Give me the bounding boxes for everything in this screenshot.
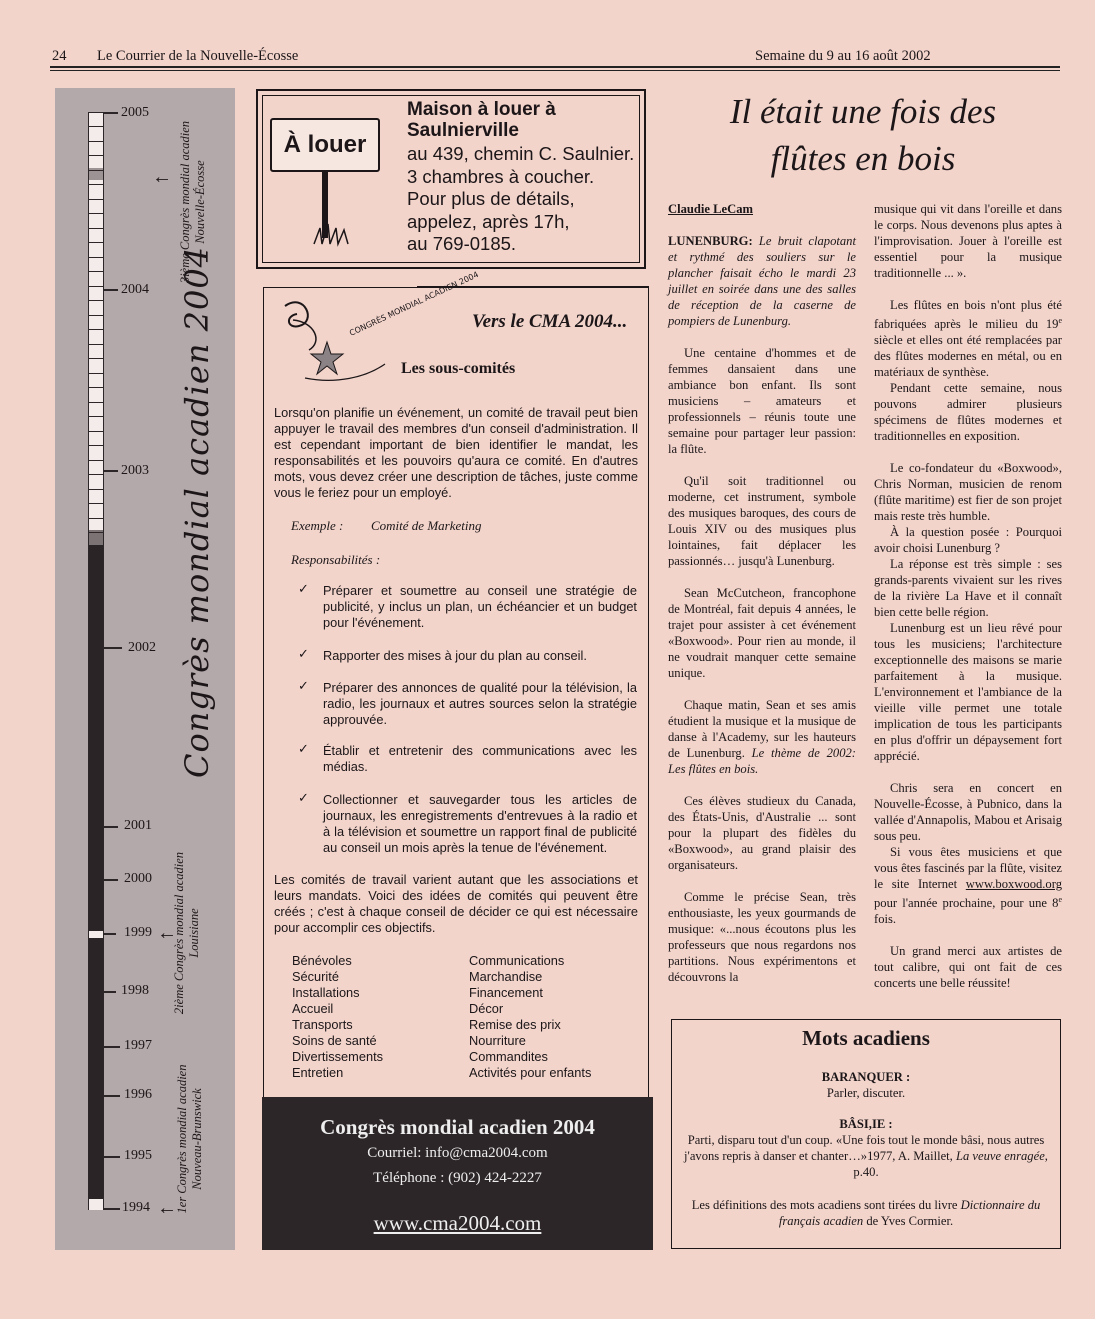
tick-2003 xyxy=(104,470,118,472)
footer-title: Congrès mondial acadien 2004 xyxy=(320,1115,595,1139)
arrow-left-icon: ← xyxy=(157,922,177,944)
list-item: Décor xyxy=(469,1001,504,1016)
tick-1999 xyxy=(104,933,116,935)
timeline-segment-line xyxy=(89,503,103,504)
tick-1998 xyxy=(104,991,116,993)
year-label: 1997 xyxy=(124,1038,152,1053)
timeline-segment-line xyxy=(89,387,103,388)
year-label: 1998 xyxy=(121,983,149,998)
ad-details: au 439, chemin C. Saulnier. 3 chambres à coucher. Pour plus de détails, appelez, après 17h, au 769-0185. xyxy=(407,143,635,254)
mots-source: Les définitions des mots acadiens sont tirées du livre Dictionnaire du français acadien de Yves Cormier. xyxy=(691,1198,1041,1228)
timeline-segment-line xyxy=(89,213,103,214)
timeline-1994-marker xyxy=(89,1203,103,1210)
checkmark-icon: ✓ xyxy=(298,582,309,597)
cma-website-link[interactable]: www.cma2004.com xyxy=(373,1211,542,1235)
cma-closing: Les comités de travail varient autant que les associations et leurs mandats. Voici des idées de comités qui peuvent être créés ; c'est à chaque conseil de décider ce qui est nécessaire pour accomplir ces objectifs. xyxy=(274,872,638,935)
tick-1997 xyxy=(104,1046,120,1048)
tick-1994 xyxy=(104,1208,120,1210)
footer-phone: Téléphone : (902) 424-2227 xyxy=(373,1170,542,1186)
timeline-segment-line xyxy=(89,460,103,461)
ad-title: Maison à louer à Saulnierville xyxy=(407,99,556,141)
timeline-segment-line xyxy=(89,257,103,258)
timeline-segment-line xyxy=(89,402,103,403)
timeline-segment-line xyxy=(89,286,103,287)
word-2: BÂSI,IE : xyxy=(839,1117,893,1131)
list-item: Sécurité xyxy=(292,969,339,984)
third-congress-label: 3ième Congrès mondial acadien Nouvelle-Écosse xyxy=(178,120,207,284)
timeline-segment-line xyxy=(89,358,103,359)
list-item: Nourriture xyxy=(469,1033,526,1048)
year-label: 1995 xyxy=(124,1148,152,1163)
year-label: 2003 xyxy=(121,463,149,478)
tick-2004 xyxy=(104,289,118,291)
first-congress-label: 1er Congrès mondial acadien Nouveau-Brunswick xyxy=(175,1064,204,1214)
list-item: Communications xyxy=(469,953,565,968)
responsibility-item: Collectionner et sauvegarder tous les articles de journaux, les enregistrements d'entrevues à la radio et à la télévision et soumettre un rapport final de publicité au conseil un mois après la tenue de l'événement. xyxy=(323,792,637,855)
list-item: Entretien xyxy=(292,1065,344,1080)
example-label: Exemple : xyxy=(291,518,344,533)
year-label: 2000 xyxy=(124,871,152,886)
list-item: Remise des prix xyxy=(469,1017,561,1032)
year-label: 2004 xyxy=(121,282,149,297)
list-item: Accueil xyxy=(292,1001,334,1016)
timeline-segment-line xyxy=(89,184,103,185)
timeline-progress-fill xyxy=(89,545,103,1199)
tick-2001 xyxy=(104,826,118,828)
year-label: 2001 xyxy=(124,818,152,833)
article-lead: LUNENBURG: Le bruit clapotant et rythmé des souliers sur le plancher faisait écho le mardi 23 juillet en soirée dans une des salles de réception de la caserne de pompiers de Lunenburg. xyxy=(668,234,856,328)
timeline-segment-line xyxy=(89,373,103,374)
list-item: Activités pour enfants xyxy=(469,1065,592,1080)
timeline-segment-line xyxy=(89,126,103,127)
timeline-segment-line xyxy=(89,141,103,142)
responsibility-item: Préparer des annonces de qualité pour la télévision, la radio, les journaux et autres sources selon la stratégie approuvée. xyxy=(323,680,637,727)
timeline-segment-line xyxy=(89,518,103,519)
timeline-segment-line xyxy=(89,271,103,272)
timeline-segment-line xyxy=(89,300,103,301)
tick-2005 xyxy=(104,112,118,114)
timeline-segment-line xyxy=(89,329,103,330)
timeline-segment-line xyxy=(89,431,103,432)
article-column-2: musique qui vit dans l'oreille et dans le corps. Nous devenons plus aptes à l'improvisation. Jouer à l'oreille est essentiel pour la musique traditionnelle ... ». Les flûtes en bois n'ont plus été fabriquées après le milieu du 19e siècle et elles ont été remplacées par des flûtes modernes en métal, ou en matériaux de synthèse. Pendant cette semaine, nous pouvons admirer plusieurs spécimens de flûtes modernes et traditionnelles en exposition. Le co-fondateur du «Boxwood», Chris Norman, musicien de renom (flûte maritime) est fier de son projet mais reste très humble. À la question posée : Pourquoi avoir choisi Lunenburg ? La réponse est très simple : ses grands-parents vivaient sur les rives de la rivière La Have et il connaît bien cette belle région. Lunenburg est un lieu rêvé pour tous les musiciens; l'architecture exceptionnelle des maisons se marie parfaitement à la musique. L'environnement et l'ambiance de la vieille ville permet une totale implication de tous les participants en plus d'offrir un dépaysement fort apprécié. Chris sera en concert en Nouvelle-Écosse, à Pubnico, dans la vallée d'Annapolis, Mabou et Arisaig sous peu. Si vous êtes musiciens et que vous êtes fascinés par la flûte, visitez le site Internet www.boxwood.org pour l'année prochaine, pour une 8e fois. Un grand merci aux artistes de tout calibre, qui ont fait de ces concerts une belle réussite! xyxy=(874,202,1062,991)
timeline-segment-line xyxy=(89,344,103,345)
committees-right-list xyxy=(469,953,591,1081)
responsibility-item: Préparer et soumettre au conseil une stratégie de publicité, y inclus un plan, un échéancier et un budget pour l'événement. xyxy=(323,583,637,630)
year-label: 2002 xyxy=(128,640,156,655)
timeline-segment-line xyxy=(89,315,103,316)
year-label: 2005 xyxy=(121,105,149,120)
year-label: 1994 xyxy=(122,1200,150,1215)
cma-2004-vertical-title: Congrès mondial acadien 2004 xyxy=(178,245,216,778)
timeline-segment-line xyxy=(89,242,103,243)
timeline-1999-marker xyxy=(89,931,103,938)
responsibilities-label: Responsabilités : xyxy=(291,552,381,567)
article-title: Il était une fois des flûtes en bois xyxy=(729,92,997,178)
checkmark-icon: ✓ xyxy=(298,647,309,662)
list-item: Financement xyxy=(469,985,543,1000)
list-item: Installations xyxy=(292,985,360,1000)
example-value: Comité de Marketing xyxy=(371,518,482,533)
checkmark-icon: ✓ xyxy=(298,742,309,757)
tick-1996 xyxy=(104,1095,120,1097)
tick-2000 xyxy=(104,879,118,881)
list-item: Soins de santé xyxy=(292,1033,377,1048)
tick-1995 xyxy=(104,1156,120,1158)
cma-subtitle: Les sous-comités xyxy=(401,360,516,377)
checkmark-icon: ✓ xyxy=(298,679,309,694)
header-rule xyxy=(50,66,1060,68)
timeline-segment-line xyxy=(89,474,103,475)
year-label: 1999 xyxy=(124,925,152,940)
word-1: BARANQUER : xyxy=(821,1070,911,1084)
article-column-1: Claudie LeCam LUNENBURG: Le bruit clapotant et rythmé des souliers sur le plancher faisait écho le mardi 23 juillet en soirée dans une des salles de réception de la caserne de pompiers de Lunenburg. Une centaine d'hommes et de femmes dansaient dans une ambiance bon enfant. Ils sont musiciens – amateurs et professionnels – réunis toute une semaine pour partager leur passion: la flûte. Qu'il soit traditionnel ou moderne, cet instrument, symbole des musiques baroques, des cours de Louis XIV ou des musiques plus lointaines, fait déplacer les passionnés… jusqu'à Lunenburg. Sean McCutcheon, francophone de Montréal, fait depuis 4 années, le trajet pour assister à cet événement «Boxwood». Pour rien au monde, il ne voudrait manquer cette semaine unique. Chaque matin, Sean et ses amis étudient la musique et la musique de danse à l'Academy, sur les hauteurs de Lunenburg. Le thème de 2002: Les flûtes en bois. Ces élèves studieux du Canada, des États-Unis, d'Australie ... sont pour la plupart des fidèles du «Boxwood», au grand plaisir des organisateurs. Comme le précise Sean, très enthousiaste, les yeux gourmands de musique: «...nous écoutons plus les professeurs que nous regardons nos partitions. Nous expérimentons et découvrons la xyxy=(668,202,856,984)
list-item: Transports xyxy=(292,1017,353,1032)
timeline-segment-line xyxy=(89,228,103,229)
responsibility-item: Établir et entretenir des communications avec les médias. xyxy=(323,743,637,774)
timeline-segment-line xyxy=(89,489,103,490)
cma-vers-heading: Vers le CMA 2004... xyxy=(472,311,628,332)
list-item: Commandites xyxy=(469,1049,548,1064)
newspaper-name: Le Courrier de la Nouvelle-Écosse xyxy=(97,48,299,64)
definition-1: Parler, discuter. xyxy=(826,1086,906,1100)
header-rule-thin xyxy=(50,70,1060,71)
timeline-segment-line xyxy=(89,170,103,171)
year-label: 1996 xyxy=(124,1087,152,1102)
second-congress-label: 2ième Congrès mondial acadien Louisiane xyxy=(172,851,201,1015)
for-rent-sign: À louer xyxy=(270,118,380,172)
list-item: Bénévoles xyxy=(292,953,352,968)
committees-left-list xyxy=(292,953,383,1081)
arrow-left-icon: ← xyxy=(157,1197,177,1219)
footer-email[interactable]: Courriel: info@cma2004.com xyxy=(367,1145,548,1161)
timeline-segment-line xyxy=(89,532,103,533)
grass-icon xyxy=(312,222,352,246)
timeline-segment-line xyxy=(89,416,103,417)
article-author: Claudie LeCam xyxy=(668,202,754,216)
cma-intro: Lorsqu'on planifie un événement, un comité de travail peut bien appuyer le travail des membres d'un conseil d'administration. Il est cependant important de bien identifier le mandat, les responsabilités et les pouvoirs qu'aura ce comité. En d'autres mots, vous devez créer une description de tâches, juste comme vous le feriez pour un employé. xyxy=(274,405,638,500)
list-item: Divertissements xyxy=(292,1049,384,1064)
boxwood-link[interactable]: www.boxwood.org xyxy=(965,877,1062,892)
cma-contact-footer xyxy=(262,1097,653,1250)
tick-2002 xyxy=(104,647,122,649)
timeline-segment-line xyxy=(89,445,103,446)
list-item: Marchandise xyxy=(469,969,543,984)
definition-2: Parti, disparu tout d'un coup. «Une fois tout le monde bâsi, nous autres j'avons repris à danser et chanter…»1977, A. Maillet, La veuve enragée, p.40. xyxy=(684,1133,1048,1179)
timeline-segment-line xyxy=(89,199,103,200)
responsibility-item: Rapporter des mises à jour du plan au conseil. xyxy=(323,648,587,663)
issue-date: Semaine du 9 au 16 août 2002 xyxy=(755,48,931,64)
mots-acadiens-title: Mots acadiens xyxy=(802,1026,930,1050)
checkmark-icon: ✓ xyxy=(298,791,309,806)
page-number: 24 xyxy=(52,48,67,64)
timeline-segment-line xyxy=(89,155,103,156)
svg-text:CONGRÈS MONDIAL ACADIEN 2004: CONGRÈS MONDIAL ACADIEN 2004 xyxy=(348,269,480,338)
arrow-left-icon: ← xyxy=(152,166,172,188)
